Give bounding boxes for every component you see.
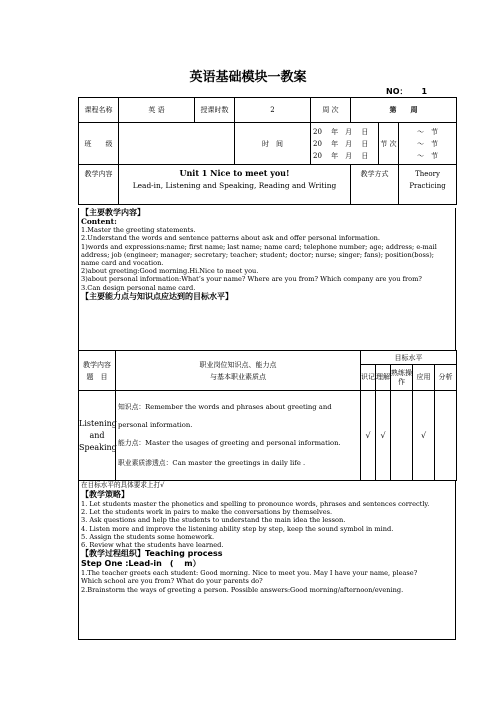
- target-col-operate: 熟练操作: [391, 365, 413, 391]
- period-lines: [399, 123, 457, 165]
- lesson-number-label: NO：: [386, 87, 408, 96]
- target-col-analyze: 分析: [435, 365, 457, 391]
- method-theory: Theory: [415, 170, 440, 178]
- content-line: 1.Master the greeting statements.: [81, 226, 196, 235]
- process-line: 2.Brainstorm the ways of greeting a person. Possible answers:Good morning/afternoon/evening.: [81, 585, 404, 594]
- topic-header: [79, 351, 116, 391]
- knowledge-header-line: 职业岗位知识点、能力点: [199, 360, 277, 369]
- header-table: [78, 97, 457, 205]
- knowledge-line: 职业素质渗透点：Can master the greetings in daily life .: [118, 458, 306, 467]
- mark-analyze: [435, 391, 457, 481]
- class-label: 班 级: [79, 123, 119, 165]
- date-line: 20 年 月 日: [313, 151, 369, 160]
- lesson-number: [386, 86, 427, 97]
- topic-header-line: 教学内容: [83, 360, 111, 369]
- strategy-line: 6. Review what the students have learned.: [81, 541, 224, 550]
- process-heading: 【教学过程组织】Teaching process: [81, 549, 223, 559]
- unit-subtitle: Lead-in, Listening and Speaking, Reading and Writing: [132, 181, 337, 190]
- date-lines: [311, 123, 379, 165]
- mark-memorize: √: [361, 391, 376, 481]
- hours-value: 2: [235, 98, 311, 123]
- main-content-heading: 【主要教学内容】: [81, 208, 145, 217]
- content-line: 1)words and expressions:name; first name; last name; name card; telephone number; age; address; e-mail: [81, 242, 437, 251]
- content-line: address; job (engineer; manager; secretary; teacher; student; doctor; nurse; singer; fans); position(boss);: [81, 250, 435, 259]
- row-topic-line: Listening: [79, 418, 117, 428]
- strategy-heading: 【教学策略】: [81, 490, 129, 499]
- method-label: 教学方式: [351, 165, 399, 205]
- content-line: name card and vocation.: [81, 259, 164, 268]
- process-line: Which school are you from? What do your parents do?: [81, 577, 263, 586]
- ability-table: [78, 350, 457, 481]
- content-label: Content:: [81, 217, 117, 226]
- strategy-line: 4. Listen more and improve the listening ability step by step, keep the sound symbol in mind.: [81, 524, 394, 533]
- content-label: 教学内容: [79, 165, 119, 205]
- method-practicing: Practicing: [409, 182, 446, 190]
- strategy-line: 2. Let the students work in pairs to make the conversations by themselves.: [81, 508, 333, 517]
- content-line: 2)about greeting:Good morning.Hi.Nice to meet you.: [81, 267, 259, 276]
- date-line: 20 年 月 日: [313, 127, 369, 136]
- mark-note: 在目标水平的具体要求上打√: [81, 481, 165, 489]
- knowledge-cell: [116, 391, 361, 481]
- strategy-line: 1. Let students master the phonetics and spelling to pronounce words, phrases and sentences correctly.: [81, 500, 430, 508]
- mark-understand: √: [376, 391, 391, 481]
- period-line: ～ 节: [417, 139, 439, 148]
- hours-label: 授课时数: [195, 98, 235, 123]
- process-step: Step One :Lead-in ( m）: [81, 559, 201, 569]
- week-value: 第 周: [351, 98, 457, 123]
- lesson-number-value: 1: [421, 87, 428, 96]
- row-topic-line: and: [89, 430, 105, 440]
- topic-header-line: 题 目: [86, 372, 108, 381]
- knowledge-line: personal information.: [118, 420, 193, 429]
- course-name-value: 英 语: [119, 98, 195, 123]
- content-line: 3.Can design personal name card.: [81, 283, 196, 292]
- main-content-section: [78, 208, 456, 350]
- mark-operate: [391, 391, 413, 481]
- class-value: [119, 123, 235, 165]
- target-col-memorize: 识记: [361, 365, 376, 391]
- date-line: 20 年 月 日: [313, 139, 369, 148]
- process-line: 1.The teacher greets each student: Good morning. Nice to meet you. May I have your name, please?: [81, 569, 418, 578]
- strategy-line: 3. Ask questions and help the students to understand the main idea the lesson.: [81, 516, 346, 525]
- unit-title: Unit 1 Nice to meet you!: [179, 168, 290, 178]
- row-topic: [79, 391, 116, 481]
- strategy-line: 5. Assign the students some homework.: [81, 532, 215, 541]
- page-title: 英语基础模块一教案: [189, 70, 307, 85]
- knowledge-header: [116, 351, 361, 391]
- content-line: 3)about personal information:What’s your name? Where are you from? Which company are you from?: [81, 275, 422, 284]
- knowledge-header-line: 与基本职业素质点: [210, 372, 266, 381]
- knowledge-line: 能力点：Master the usages of greeting and personal information.: [118, 438, 341, 447]
- ability-heading: 【主要能力点与知识点应达到的目标水平】: [81, 291, 233, 301]
- target-col-understand: 理解: [376, 365, 391, 391]
- row-topic-line: Speaking: [79, 442, 117, 452]
- method-cell: [399, 165, 457, 205]
- content-line: 2.Understand the words and sentence patterns about ask and offer personal information.: [81, 234, 381, 243]
- unit-cell: [119, 165, 351, 205]
- period-label: 节 次: [379, 123, 399, 165]
- target-level-header: 目标水平: [361, 351, 457, 365]
- period-line: ～ 节: [417, 151, 439, 160]
- period-line: ～ 节: [417, 127, 439, 136]
- week-label: 周 次: [311, 98, 351, 123]
- target-col-apply: 应用: [413, 365, 435, 391]
- course-name-label: 课程名称: [79, 98, 119, 123]
- strategy-section: [78, 480, 456, 640]
- knowledge-line: 知识点：Remember the words and phrases about greeting and: [118, 402, 332, 411]
- time-label: 时 间: [235, 123, 311, 165]
- mark-apply: √: [413, 391, 435, 481]
